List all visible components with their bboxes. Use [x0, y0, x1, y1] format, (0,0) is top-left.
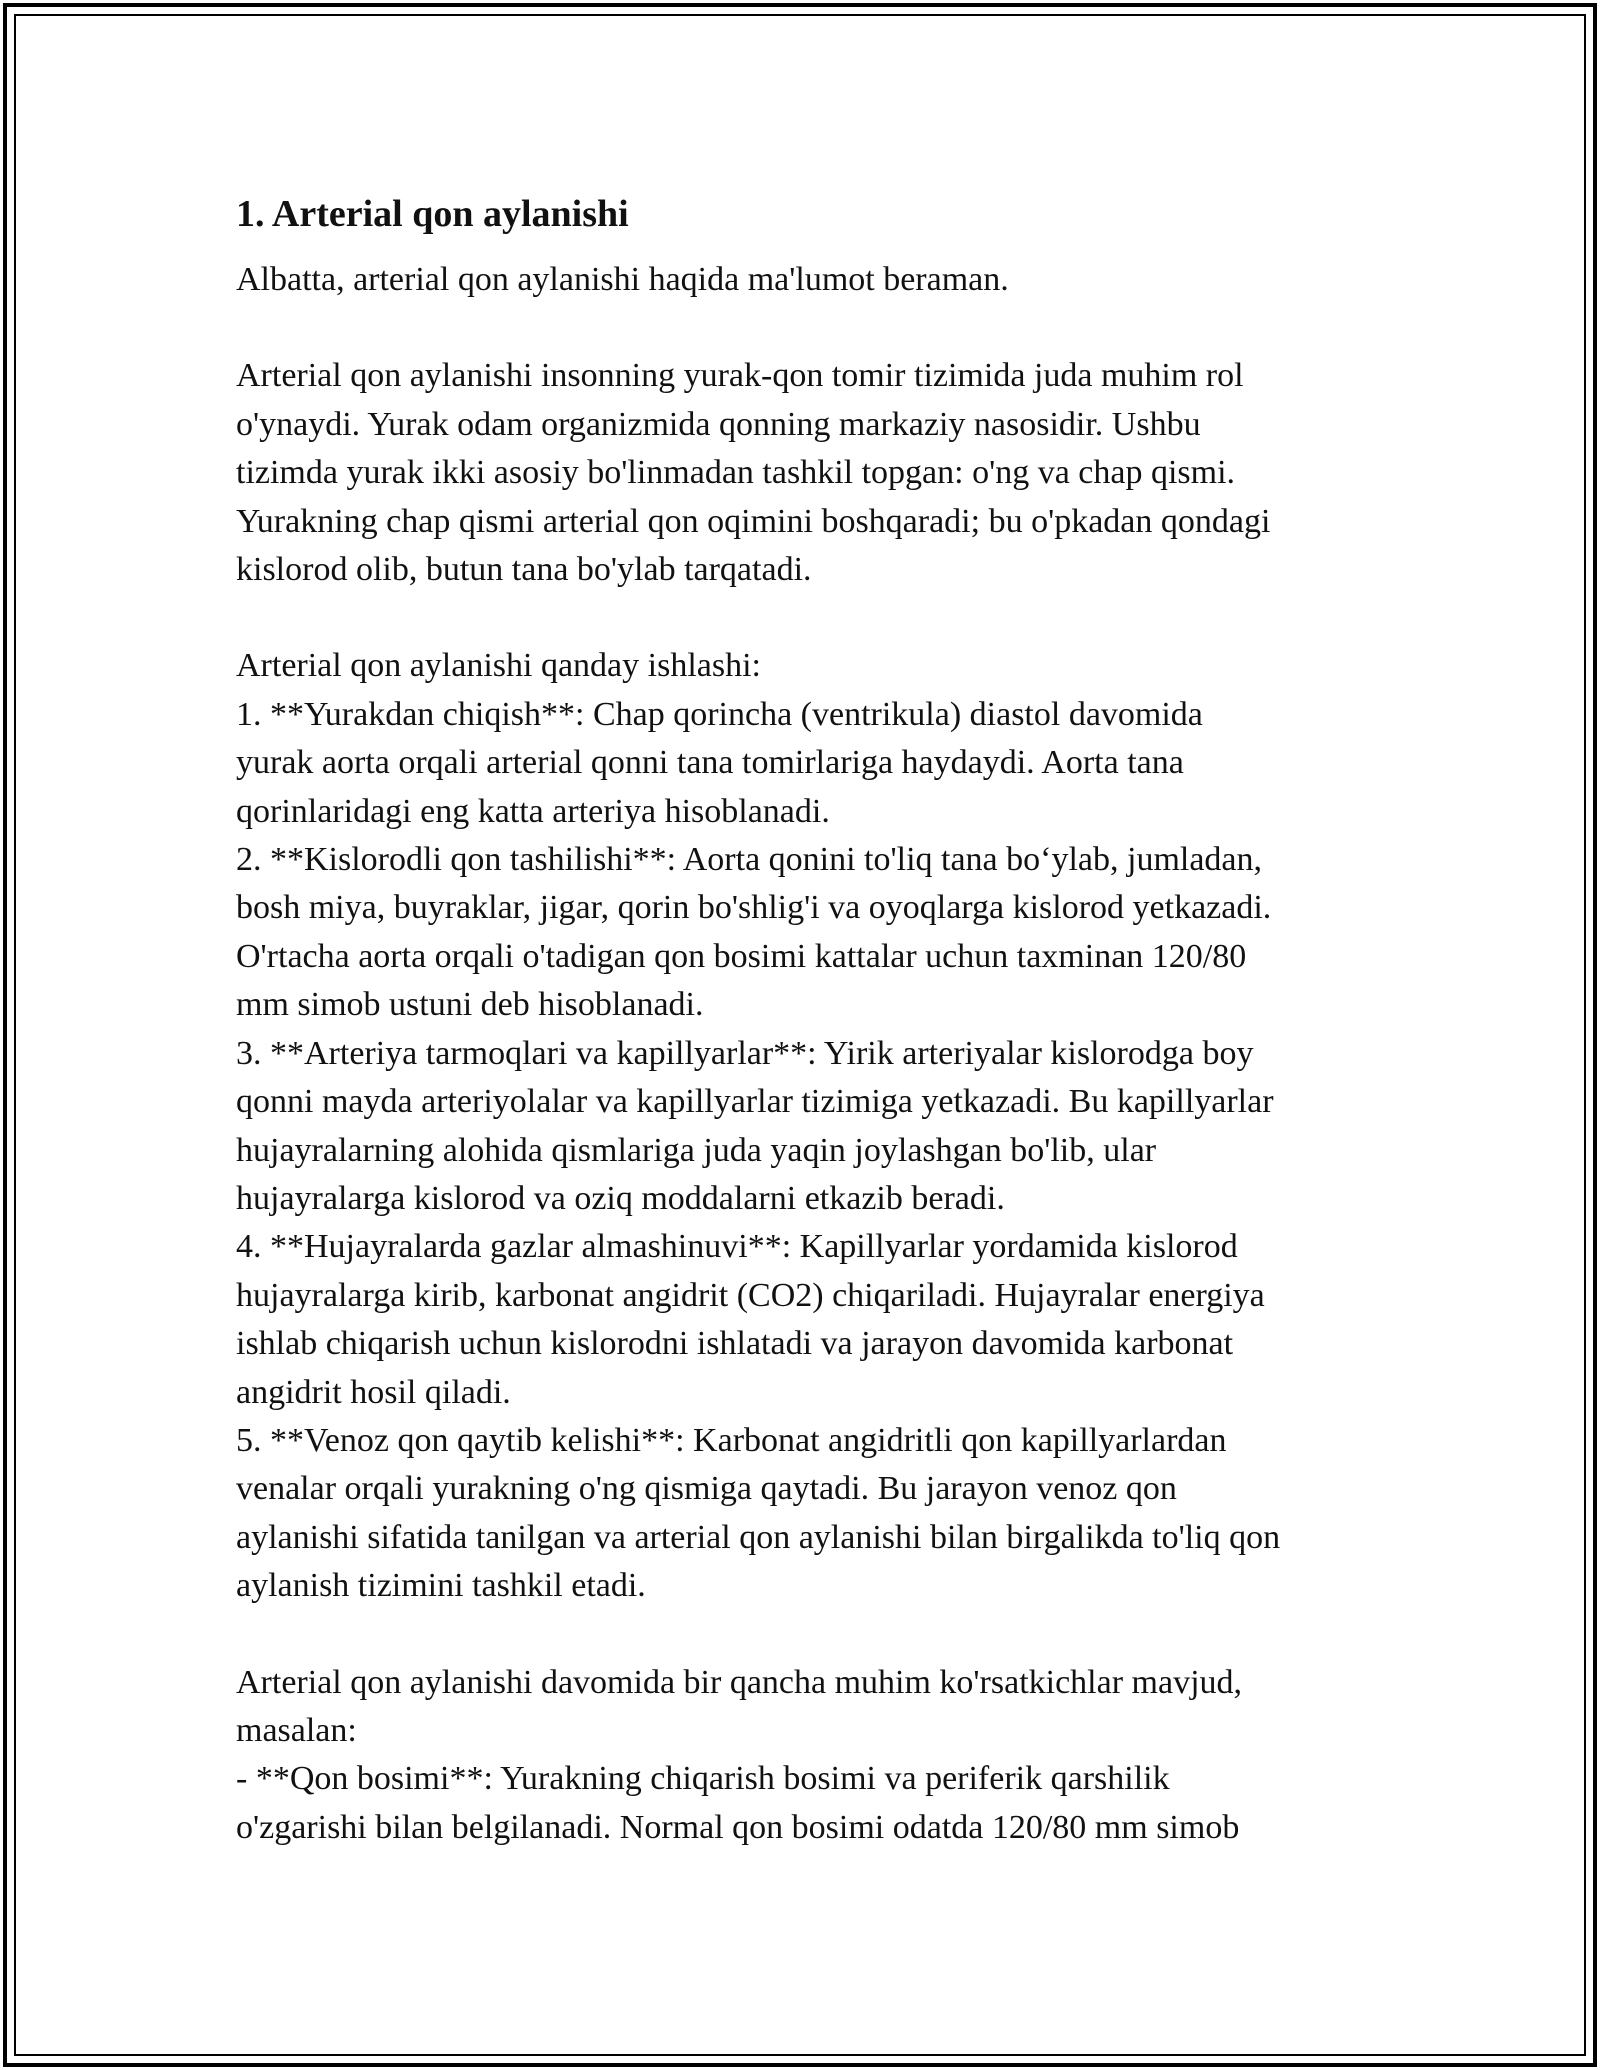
overview-paragraph: Arterial qon aylanishi insonning yurak-qon tomir tizimida juda muhim rol o'ynaydi. Yurak odam organizmida qonning markaziy nasosidir. Ushbu tizimda yurak ikki asosiy bo'linmadan tashkil topgan: o'ng va chap qismi. Yurakning chap qismi arterial qon oqimini boshqaradi; bu o'pkadan qondagi kislorod olib, butun tana bo'ylab tarqatadi.: [236, 357, 1271, 589]
steps-heading: Arterial qon aylanishi qanday ishlashi:: [236, 647, 761, 685]
step-item-1: 1. **Yurakdan chiqish**: Chap qorincha (ventrikula) diastol davomida yurak aorta orqali arterial qonni tana tomirlariga haydaydi. Aorta tana qorinlaridagi eng katta arteriya hisoblanadi.: [236, 695, 1203, 830]
paragraph-gap: [236, 304, 1366, 352]
step-item-5: 5. **Venoz qon qaytib kelishi**: Karbonat angidritli qon kapillyarlardan venalar orqali yurakning o'ng qismiga qaytadi. Bu jarayon venoz qon aylanishi sifatida tanilgan va arterial qon aylanishi bilan birgalikda to'liq qon aylanish tizimini tashkil etadi.: [236, 1421, 1281, 1605]
document-body: [236, 186, 1366, 1852]
paragraph-gap: [236, 1611, 1366, 1659]
step-item-3: 3. **Arteriya tarmoqlari va kapillyarlar**: Yirik arteriyalar kislorodga boy qonni mayda arteriyolalar va kapillyarlar tizimiga yetkazadi. Bu kapillyarlar hujayralarning alohida qismlariga juda yaqin joylashgan bo'lib, ular hujayralarga kislorod va oziq moddalarni etkazib beradi.: [236, 1034, 1274, 1217]
step-item-2: 2. **Kislorodli qon tashilishi**: Aorta qonini to'liq tana bo‘ylab, jumladan, bosh miya, buyraklar, jigar, qorin bo'shlig'i va oyoqlarga kislorod yetkazadi. O'rtacha aorta orqali o'tadigan qon bosimi kattalar uchun taxminan 120/80 mm simob ustuni deb hisoblanadi.: [236, 841, 1272, 1024]
intro-paragraph: Albatta, arterial qon aylanishi haqida ma'lumot beraman.: [236, 261, 1009, 298]
paragraph-gap: [236, 594, 1366, 642]
document-title: 1. Arterial qon aylanishi: [236, 193, 629, 235]
bullet-item-blood-pressure: - **Qon bosimi**: Yurakning chiqarish bosimi va periferik qarshilik o'zgarishi bilan belgilanadi. Normal qon bosimi odatda 120/80 mm simob: [236, 1760, 1240, 1846]
indicators-paragraph: Arterial qon aylanishi davomida bir qancha muhim ko'rsatkichlar mavjud, masalan:: [236, 1663, 1243, 1749]
step-item-4: 4. **Hujayralarda gazlar almashinuvi**: Kapillyarlar yordamida kislorod hujayralarga kirib, karbonat angidrit (CO2) chiqariladi. Hujayralar energiya ishlab chiqarish uchun kislorodni ishlatadi va jarayon davomida karbonat angidrit hosil qiladi.: [236, 1228, 1265, 1411]
